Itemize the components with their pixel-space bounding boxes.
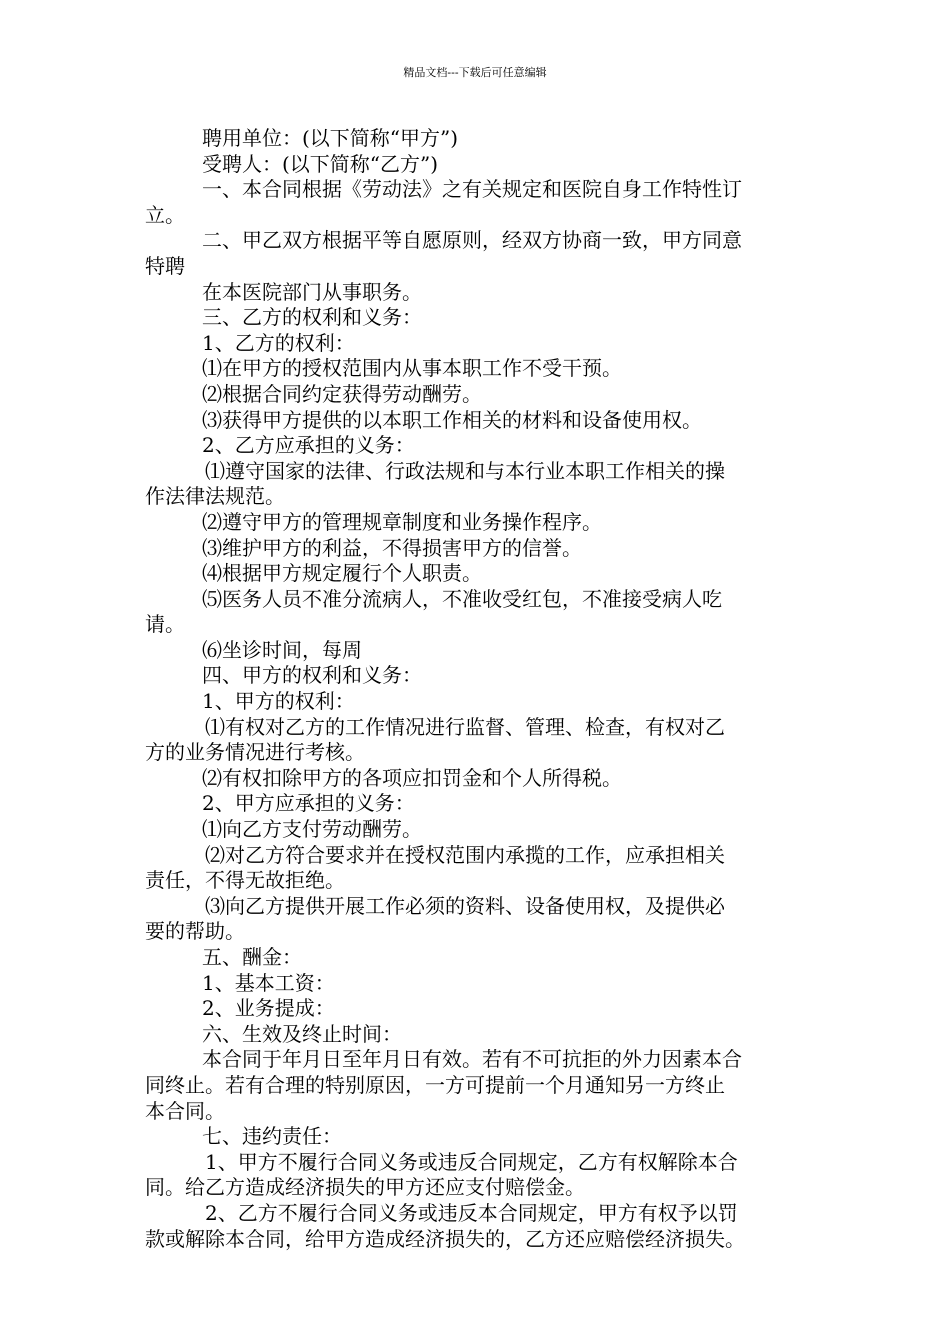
section-4-subheading-1: 1、甲方的权利： [202,689,355,714]
list-item: ⑶维护甲方的利益，不得损害甲方的信誉。 [202,535,582,560]
list-item: ⑶向乙方提供开展工作必须的资料、设备使用权，及提供必 [205,893,725,918]
list-item: ⑹坐诊时间，每周 [202,637,362,662]
list-item: ⑴向乙方支付劳动酬劳。 [202,817,422,842]
list-item: ⑵对乙方符合要求并在授权范围内承揽的工作，应承担相关 [205,842,725,867]
clause-1-line-2: 立。 [145,202,185,227]
paragraph-line: 2、乙方不履行合同义务或违反本合同规定，甲方有权予以罚 [205,1200,738,1225]
paragraph-line: 同。给乙方造成经济损失的甲方还应支付赔偿金。 [145,1175,585,1200]
list-item-continuation: 请。 [145,612,185,637]
section-4-subheading-2: 2、甲方应承担的义务： [202,791,415,816]
list-item: ⑵有权扣除甲方的各项应扣罚金和个人所得税。 [202,765,622,790]
list-item-continuation: 要的帮助。 [145,919,245,944]
paragraph-line: 1、甲方不履行合同义务或违反合同规定，乙方有权解除本合 [205,1149,738,1174]
clause-1-line-1: 一、本合同根据《劳动法》之有关规定和医院自身工作特性订 [202,177,742,202]
section-3-subheading-1: 1、乙方的权利： [202,330,355,355]
list-item: ⑶获得甲方提供的以本职工作相关的材料和设备使用权。 [202,407,702,432]
section-4-heading: 四、甲方的权利和义务： [202,663,422,688]
list-item-continuation: 作法律法规范。 [145,484,285,509]
list-item: ⑵遵守甲方的管理规章制度和业务操作程序。 [202,509,602,534]
list-item: 1、基本工资： [202,970,335,995]
page-header: 精品文档---下载后可任意编辑 [403,66,547,79]
list-item: ⑷根据甲方规定履行个人职责。 [202,561,482,586]
section-3-subheading-2: 2、乙方应承担的义务： [202,433,415,458]
list-item: ⑴有权对乙方的工作情况进行监督、管理、检查，有权对乙 [205,714,725,739]
list-item-continuation: 方的业务情况进行考核。 [145,740,365,765]
list-item: 2、业务提成： [202,996,335,1021]
contract-body [145,126,815,1252]
section-3-heading: 三、乙方的权利和义务： [202,305,422,330]
section-6-heading: 六、生效及终止时间： [202,1021,402,1046]
section-7-heading: 七、违约责任： [202,1124,342,1149]
paragraph-line: 款或解除本合同，给甲方造成经济损失的，乙方还应赔偿经济损失。 [145,1226,745,1251]
list-item: ⑸医务人员不准分流病人，不准收受红包，不准接受病人吃 [202,586,722,611]
list-item-continuation: 责任，不得无故拒绝。 [145,868,345,893]
paragraph-line: 本合同于年月日至年月日有效。若有不可抗拒的外力因素本合 [202,1047,742,1072]
list-item: ⑵根据合同约定获得劳动酬劳。 [202,381,482,406]
employer-line: 聘用单位：(以下简称“甲方”) [202,126,459,150]
employee-line: 受聘人：(以下简称“乙方”) [202,151,439,176]
list-item: ⑴遵守国家的法律、行政法规和与本行业本职工作相关的操 [205,458,725,483]
clause-2-line-3: 在本医院部门从事职务。 [202,279,422,304]
paragraph-line: 本合同。 [145,1098,225,1123]
clause-2-line-2: 特聘 [145,253,185,278]
paragraph-line: 同终止。若有合理的特别原因，一方可提前一个月通知另一方终止 [145,1072,725,1097]
list-item: ⑴在甲方的授权范围内从事本职工作不受干预。 [202,356,622,381]
clause-2-line-1: 二、甲乙双方根据平等自愿原则，经双方协商一致，甲方同意 [202,228,742,253]
section-5-heading: 五、酬金： [202,945,302,969]
